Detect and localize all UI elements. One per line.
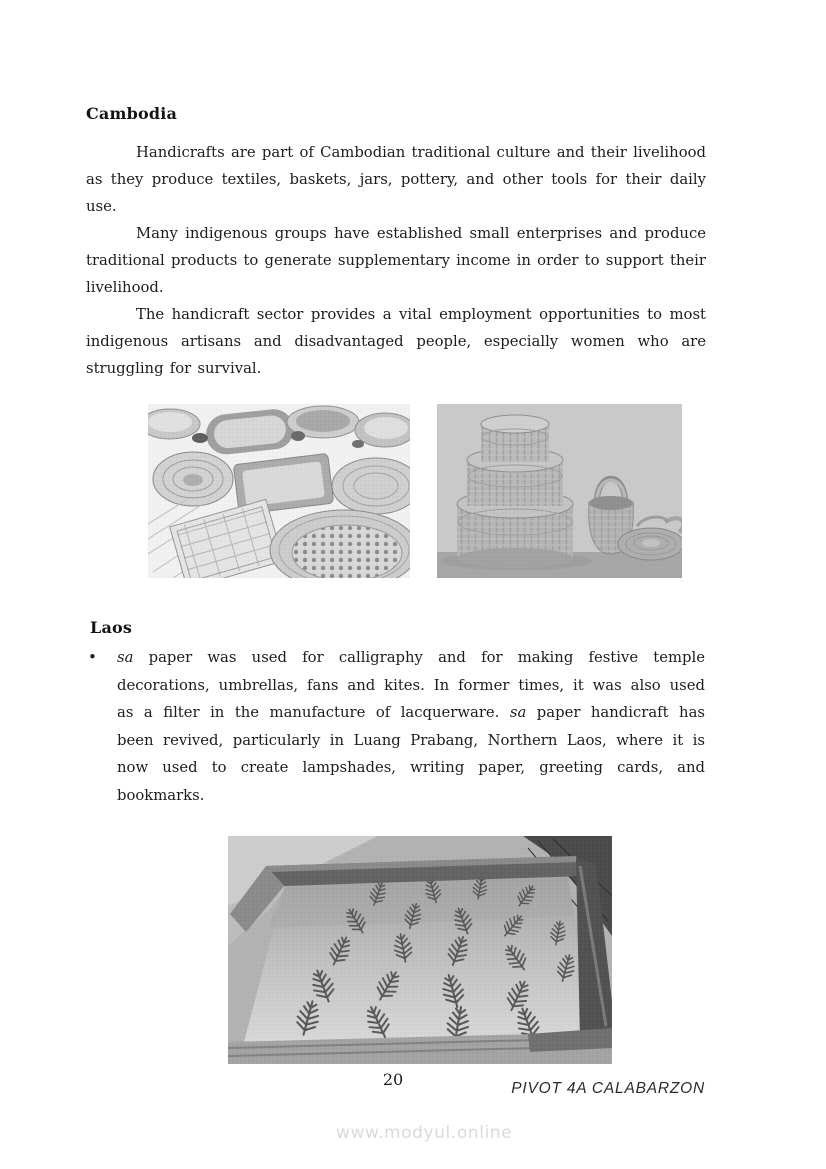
footer-brand: PIVOT 4A CALABARZON — [511, 1080, 705, 1097]
stacked-baskets-image — [437, 404, 682, 578]
page-number: 20 — [382, 1070, 404, 1089]
bullet-text-segment: paper was used for calligraphy and for making festive temple decorations, umbrellas, fans and kites. In former times, it was also used as a filter in the manufacture of lacquerware. — [117, 649, 705, 721]
bullet-text-segment: sa — [509, 704, 527, 721]
bullet-text-segment: paper handicraft has been revived, particularly in Luang Prabang, Northern Laos, where it is now used to create lampshades, writing paper, greeting cards, and bookmarks. — [117, 704, 706, 804]
photo-woven-baskets — [148, 404, 410, 578]
paragraph-handicrafts: Handicrafts are part of Cambodian traditional culture and their livelihood as they produce textiles, baskets, jars, pottery, and other tools for their daily use. — [86, 144, 706, 215]
laos-bullet-text — [117, 644, 705, 809]
photo-stacked-baskets — [437, 404, 682, 578]
section-heading-laos: Laos — [90, 618, 133, 637]
photo-sa-paper — [228, 836, 612, 1064]
laos-bullet-item — [88, 644, 705, 809]
sa-paper-image — [228, 836, 612, 1064]
paragraph-indigenous-groups: Many indigenous groups have established small enterprises and produce traditional products to generate supplementary income in order to support their livelihood. — [86, 225, 706, 296]
cambodia-body-text — [86, 139, 706, 382]
bullet-text-segment: sa — [117, 649, 134, 666]
paragraph-handicraft-sector: The handicraft sector provides a vital employment opportunities to most indigenous artisans and disadvantaged people, especially women who are struggling for survival. — [86, 306, 706, 377]
bullet-marker: • — [88, 648, 97, 666]
woven-baskets-image — [148, 404, 410, 578]
watermark: www.modyul.online — [336, 1123, 513, 1143]
section-heading-cambodia: Cambodia — [86, 104, 178, 123]
